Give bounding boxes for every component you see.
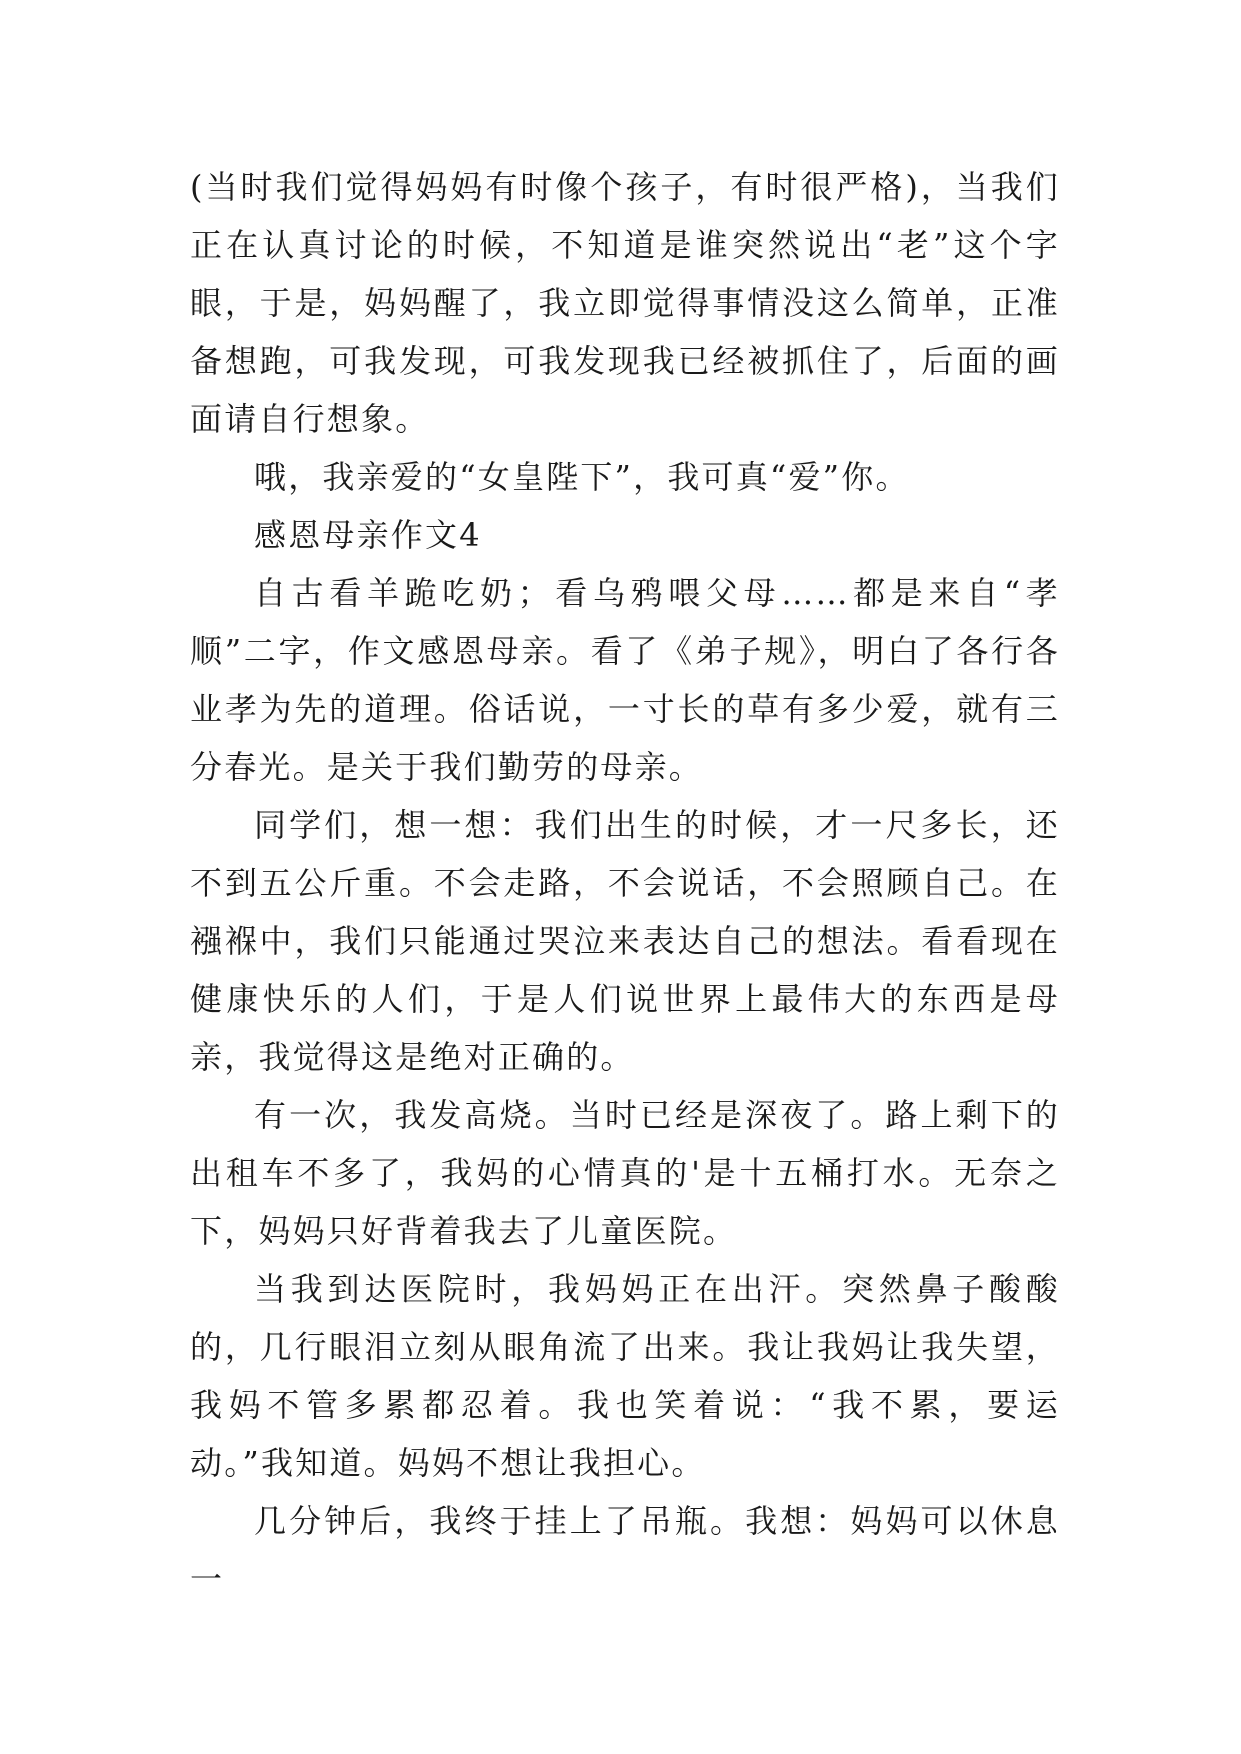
- paragraph-2: 哦，我亲爱的“女皇陛下”，我可真“爱”你。: [254, 458, 910, 496]
- paragraph-3: 自古看羊跪吃奶；看乌鸦喂父母……都是来自“孝顺”二字，作文感恩母亲。看了《弟子规》，明白了各行各业孝为先的道理。俗话说，一寸长的草有多少爱，就有三分春光。是关于我们勤劳的母亲。: [190, 574, 1060, 786]
- paragraph-5: 有一次，我发高烧。当时已经是深夜了。路上剩下的出租车不多了，我妈的心情真的'是十五桶打水。无奈之下，妈妈只好背着我去了儿童医院。: [190, 1096, 1060, 1250]
- paragraph-6: 当我到达医院时，我妈妈正在出汗。突然鼻子酸酸的，几行眼泪立刻从眼角流了出来。我让我妈让我失望，我妈不管多累都忍着。我也笑着说：“我不累，要运动。”我知道。妈妈不想让我担心。: [190, 1270, 1060, 1482]
- paragraph-4: 同学们，想一想：我们出生的时候，才一尺多长，还不到五公斤重。不会走路，不会说话，不会照顾自己。在襁褓中，我们只能通过哭泣来表达自己的想法。看看现在健康快乐的人们，于是人们说世界上最伟大的东西是母亲，我觉得这是绝对正确的。: [190, 806, 1060, 1076]
- paragraph-7: 几分钟后，我终于挂上了吊瓶。我想：妈妈可以休息一: [190, 1502, 1060, 1598]
- paragraph-1: (当时我们觉得妈妈有时像个孩子，有时很严格)，当我们正在认真讨论的时候，不知道是谁突然说出“老”这个字眼，于是，妈妈醒了，我立即觉得事情没这么简单，正准备想跑，可我发现，可我发现我已经被抓住了，后面的画面请自行想象。: [190, 168, 1060, 438]
- section-heading: 感恩母亲作文4: [254, 516, 482, 554]
- document-body: [190, 158, 1060, 1608]
